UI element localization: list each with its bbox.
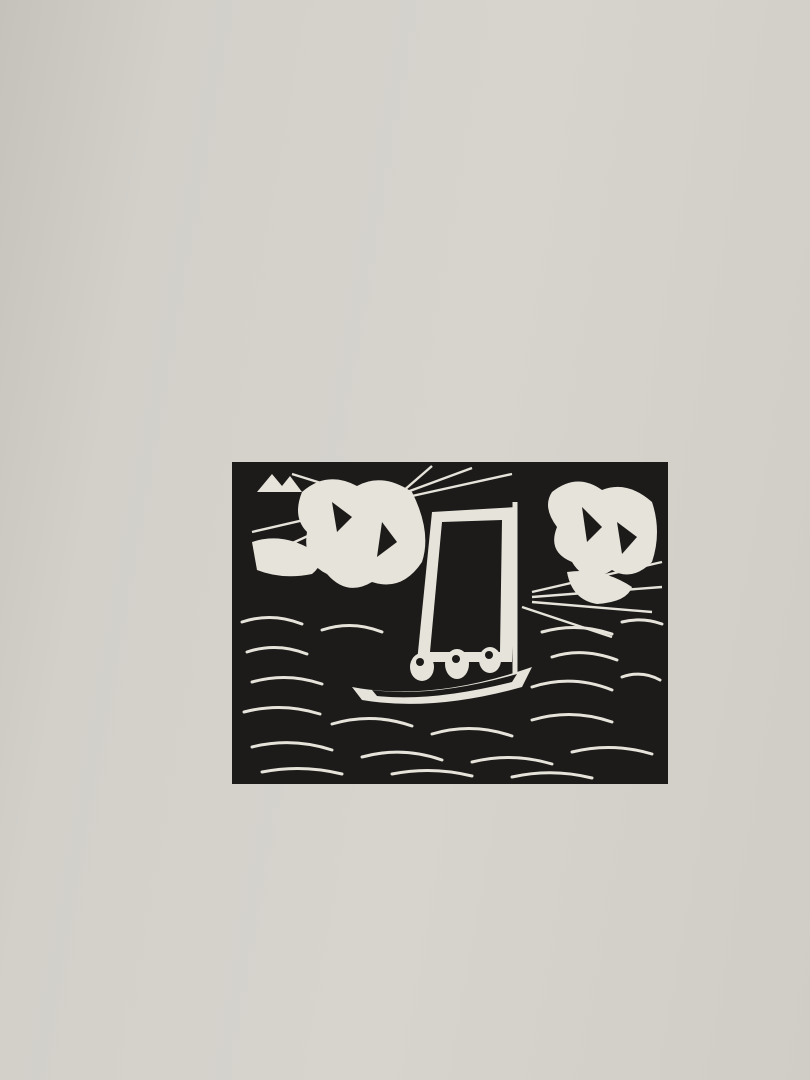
- sailboat-woodcut-illustration: [232, 462, 668, 784]
